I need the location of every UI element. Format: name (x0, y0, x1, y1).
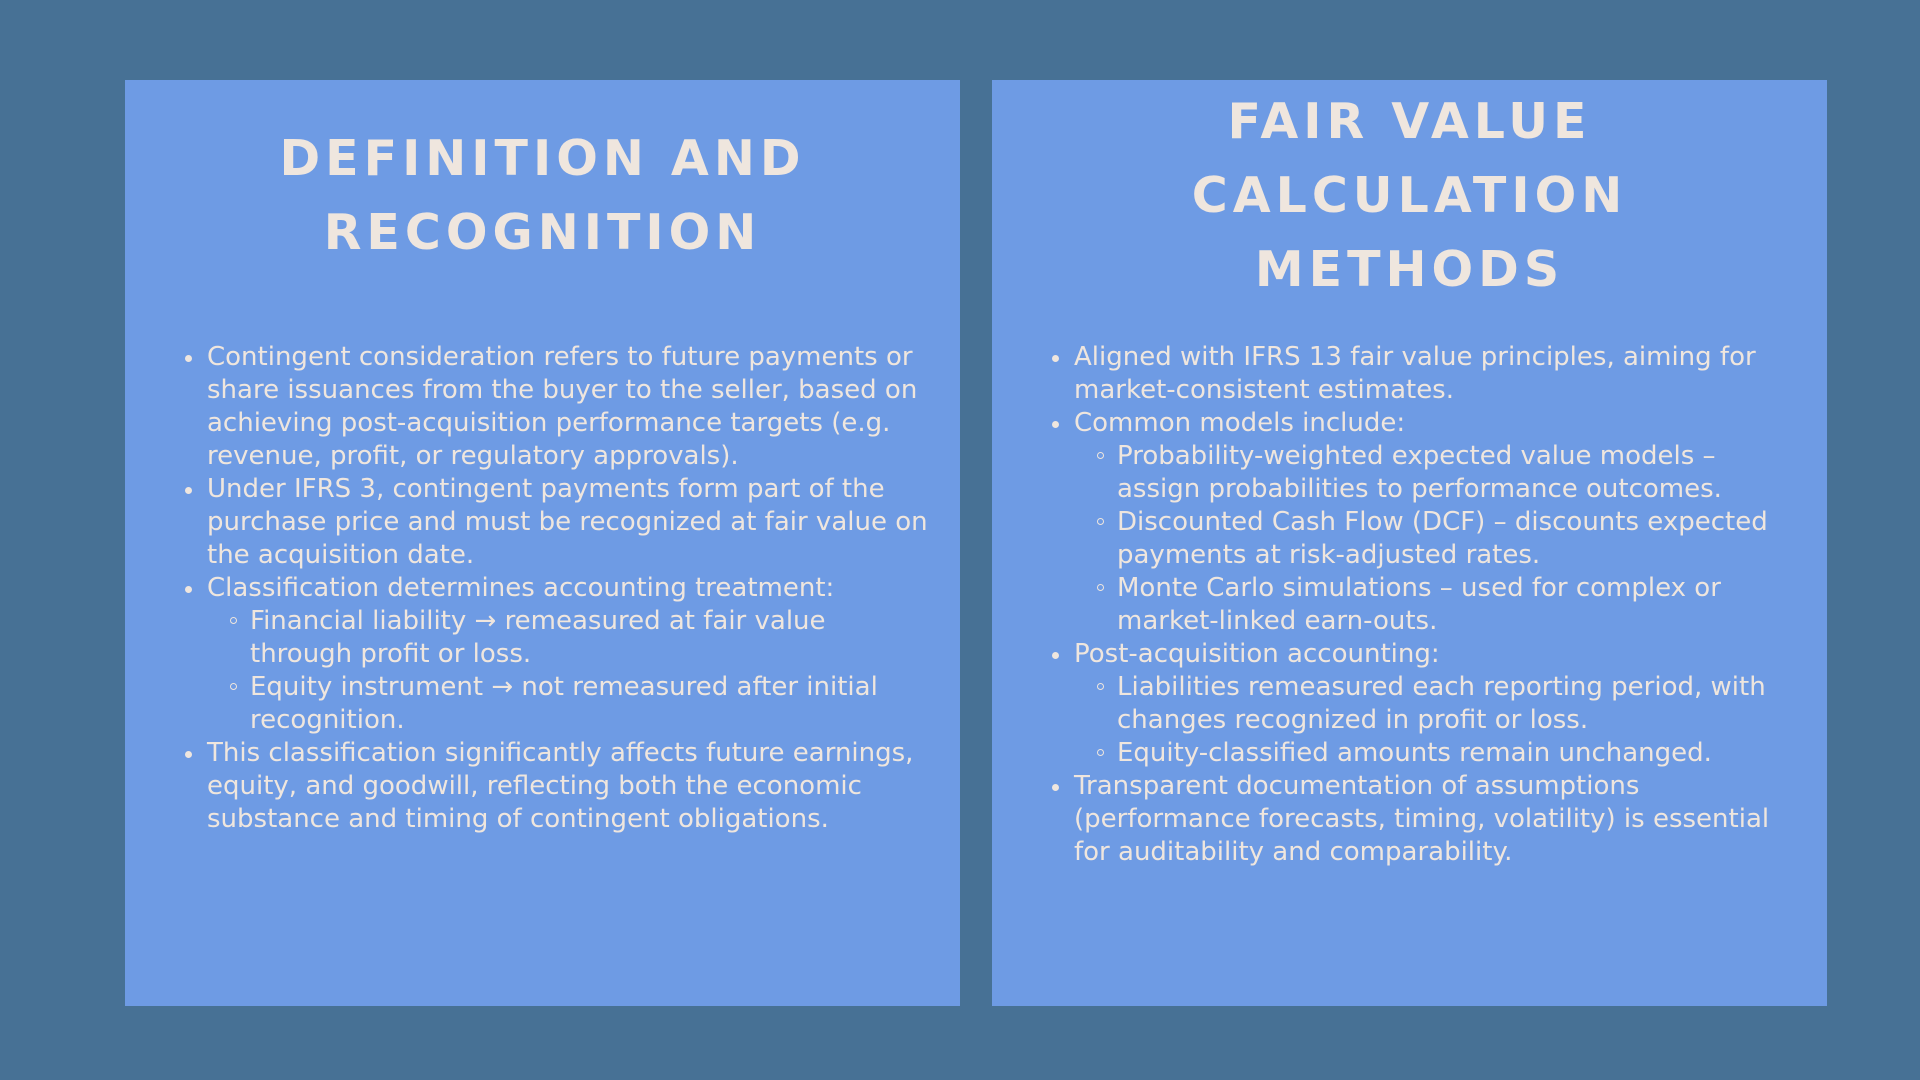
sub-bullet-icon (1097, 452, 1104, 459)
sub-bullet-list (1074, 671, 1804, 770)
sub-bullet-text: Probability-weighted expected value models – assign probabilities to performance outcomes. (1117, 441, 1722, 504)
definition-card (125, 80, 960, 1006)
sub-bullet-icon (1097, 584, 1104, 591)
list-item (207, 572, 929, 737)
bullet-text: Under IFRS 3, contingent payments form part of the purchase price and must be recognized at fair value on the acquisition date. (207, 474, 928, 570)
fair-value-title: FAIR VALUE CALCULATION METHODS (1191, 93, 1628, 298)
sub-bullet-list (207, 605, 929, 737)
sub-list-item (1117, 671, 1804, 737)
list-item (207, 473, 929, 572)
sub-bullet-text: Monte Carlo simulations – used for complex or market-linked earn-outs. (1117, 573, 1721, 636)
bullet-icon (185, 751, 192, 758)
sub-bullet-text: Equity-classified amounts remain unchanged. (1117, 738, 1712, 768)
sub-list-item (250, 605, 929, 671)
definition-bullet-list (207, 341, 929, 836)
sub-list-item (1117, 506, 1804, 572)
bullet-icon (185, 487, 192, 494)
bullet-icon (185, 586, 192, 593)
sub-list-item (1117, 737, 1804, 770)
bullet-text: Contingent consideration refers to future payments or share issuances from the buyer to the seller, based on achieving post-acquisition performance targets (e.g. revenue, profit, or regulatory approvals). (207, 342, 918, 471)
list-item (1074, 341, 1804, 407)
definition-title: DEFINITION AND RECOGNITION (279, 130, 806, 261)
sub-bullet-text: Liabilities remeasured each reporting period, with changes recognized in profit or loss. (1117, 672, 1766, 735)
bullet-icon (1052, 421, 1059, 428)
sub-bullet-icon (1097, 683, 1104, 690)
fair-value-card (992, 80, 1827, 1006)
bullet-icon (185, 355, 192, 362)
sub-list-item (250, 671, 929, 737)
list-item (1074, 770, 1804, 869)
bullet-icon (1052, 784, 1059, 791)
list-item (207, 341, 929, 473)
list-item (1074, 638, 1804, 770)
bullet-text: Aligned with IFRS 13 fair value principles, aiming for market-consistent estimates. (1074, 342, 1756, 405)
sub-bullet-text: Financial liability → remeasured at fair value through profit or loss. (250, 606, 826, 669)
sub-bullet-text: Equity instrument → not remeasured after initial recognition. (250, 672, 878, 735)
list-item (207, 737, 929, 836)
bullet-icon (1052, 355, 1059, 362)
sub-bullet-icon (1097, 749, 1104, 756)
sub-bullet-icon (1097, 518, 1104, 525)
bullet-text: Common models include: (1074, 408, 1406, 438)
bullet-text: This classification significantly affects future earnings, equity, and goodwill, reflecting both the economic substance and timing of contingent obligations. (207, 738, 914, 834)
sub-bullet-icon (230, 683, 237, 690)
sub-bullet-icon (230, 617, 237, 624)
bullet-text: Post-acquisition accounting: (1074, 639, 1440, 669)
sub-bullet-list (1074, 440, 1804, 638)
sub-bullet-text: Discounted Cash Flow (DCF) – discounts expected payments at risk-adjusted rates. (1117, 507, 1768, 570)
bullet-text: Classification determines accounting treatment: (207, 573, 835, 603)
sub-list-item (1117, 440, 1804, 506)
bullet-text: Transparent documentation of assumptions (performance forecasts, timing, volatility) is essential for auditability and comparability. (1074, 771, 1770, 867)
bullet-icon (1052, 652, 1059, 659)
sub-list-item (1117, 572, 1804, 638)
fair-value-bullet-list (1074, 341, 1804, 869)
list-item (1074, 407, 1804, 638)
